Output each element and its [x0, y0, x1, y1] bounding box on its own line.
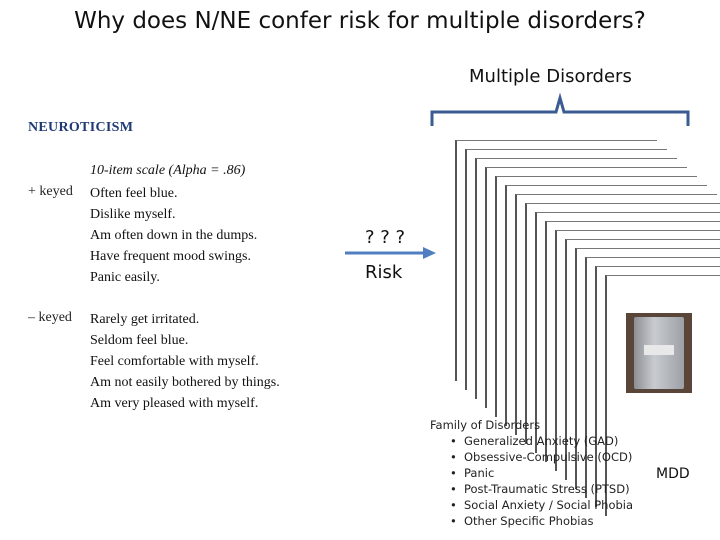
- family-list-item: • Other Specific Phobias: [464, 513, 633, 529]
- family-list-item: • Generalized Anxiety (GAD): [464, 433, 633, 449]
- family-of-disorders: [430, 418, 633, 529]
- scale-heading: NEUROTICISM: [28, 120, 134, 135]
- minus-items: [90, 309, 280, 414]
- scale-item: Am not easily bothered by things.: [90, 375, 280, 390]
- scale-item: Have frequent mood swings.: [90, 249, 251, 264]
- family-list-item: • Panic: [464, 465, 633, 481]
- arrow-risk-label: Risk: [365, 262, 403, 283]
- minus-keyed-label: – keyed: [28, 310, 72, 325]
- scale-item: Am very pleased with myself.: [90, 396, 259, 411]
- scale-subtitle: 10-item scale (Alpha = .86): [90, 163, 246, 178]
- family-list-item: • Obsessive-Compulsive (OCD): [464, 449, 633, 465]
- scale-item: Feel comfortable with myself.: [90, 354, 259, 369]
- slide-title: Why does N/NE confer risk for multiple disorders?: [74, 8, 646, 34]
- book-label-band: [644, 345, 674, 355]
- multiple-disorders-label: Multiple Disorders: [469, 66, 632, 87]
- risk-arrow-icon: [345, 246, 437, 260]
- family-heading: Family of Disorders: [430, 418, 541, 432]
- scale-item: Panic easily.: [90, 270, 160, 285]
- scale-item: Am often down in the dumps.: [90, 228, 258, 243]
- family-list-item: • Post-Traumatic Stress (PTSD): [464, 481, 633, 497]
- scale-item: Seldom feel blue.: [90, 333, 189, 348]
- family-list: [430, 433, 633, 529]
- scale-item: Often feel blue.: [90, 186, 178, 201]
- family-list-item: • Social Anxiety / Social Phobia: [464, 497, 633, 513]
- scale-item: Dislike myself.: [90, 207, 176, 222]
- mdd-label: MDD: [656, 466, 690, 482]
- plus-items: [90, 183, 257, 288]
- bracket-icon: [428, 90, 692, 130]
- dsm-book-image: [626, 313, 692, 393]
- book-cover: [634, 317, 684, 389]
- scale-item: Rarely get irritated.: [90, 312, 200, 327]
- arrow-question: ? ? ?: [365, 227, 406, 248]
- plus-keyed-label: + keyed: [28, 184, 73, 199]
